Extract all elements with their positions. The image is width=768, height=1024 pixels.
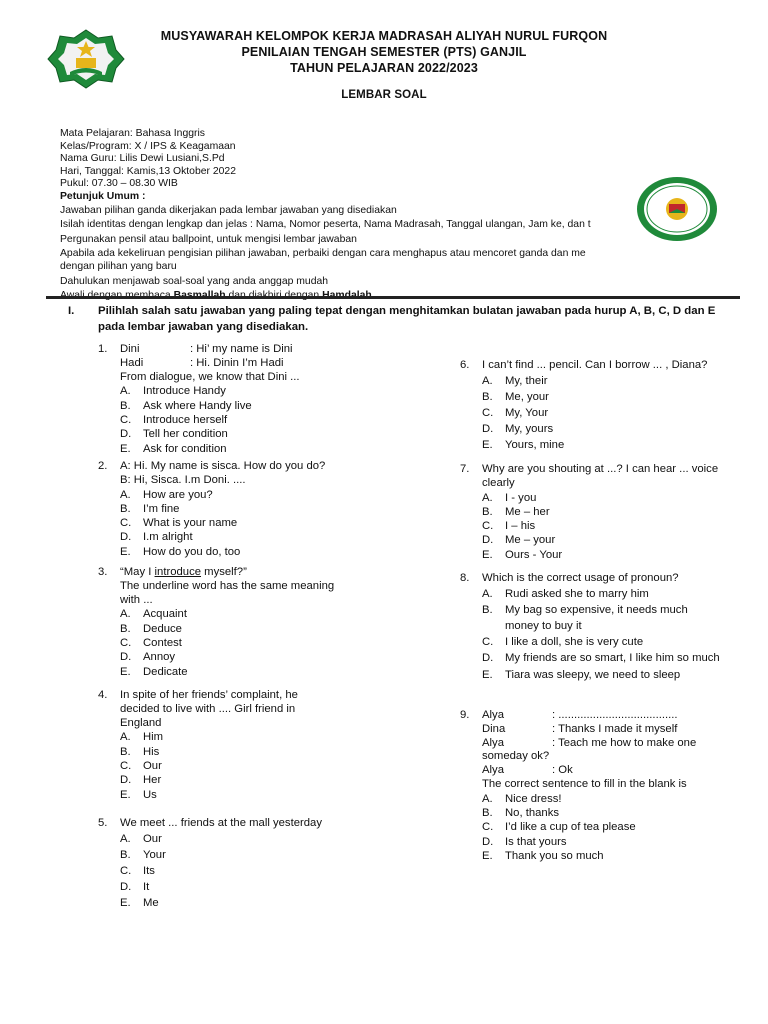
answer-option: C. Introduce herself [120,413,228,426]
question-stem: Why are you shouting at ...? I can hear ... voice clearly [482,463,719,489]
answer-option: D. Me – your [482,534,556,547]
question-number: 6. [460,359,470,371]
question-number: 4. [98,689,108,701]
question-stem: In spite of her friends’ complaint, he decided to live with .... Girl friend in England [120,689,298,729]
answer-option: D. It [120,880,150,893]
dialog-line: Alya : Teach me how to make one [482,736,697,749]
instructions-title: Petunjuk Umum : [60,190,146,202]
answer-option: D. Is that yours [482,835,567,848]
question-stem: The underline word has the same meaning with ... [120,579,335,606]
class-line: Kelas/Program: X / IPS & Keagamaan [60,140,236,152]
answer-option: B. Me – her [482,505,550,518]
answer-option: D. My, yours [482,422,554,435]
answer-option: D. I.m alright [120,531,193,544]
question-number: 9. [460,709,470,721]
section-divider [46,296,740,299]
answer-option: D. Her [120,774,162,787]
answer-option: E. Dedicate [120,665,188,678]
answer-option: E. How do you do, too [120,545,241,558]
answer-option: E. Yours, mine [482,438,565,451]
answer-option: E. Us [120,788,157,801]
answer-option: B. My bag so expensive, it needs much money to buy it [482,604,688,632]
question-stem: B: Hi, Sisca. I.m Doni. .... [120,473,246,486]
question-stem: A: Hi. My name is sisca. How do you do? [120,460,326,472]
question-stem: I can’t find ... pencil. Can I borrow ... , Diana? [482,359,708,371]
answer-option: C. I like a doll, she is very cute [482,636,644,649]
dialog-line: Dina : Thanks I made it myself [482,722,678,735]
answer-option: A. Him [120,731,164,744]
question-stem: Which is the correct usage of pronoun? [482,572,679,584]
question-stem: “May I introduce myself?” [120,566,247,578]
instruction-5: Dahulukan menjawab soal-soal yang anda anggap mudah [60,275,329,287]
answer-option: C. Its [120,864,155,877]
header-line-3: TAHUN PELAJARAN 2022/2023 [290,61,478,75]
answer-option: B. Deduce [120,622,182,635]
answer-option: C. I – his [482,520,536,533]
answer-option: B. Your [120,848,166,861]
answer-option: C. My, Your [482,406,549,419]
header-line-1: MUSYAWARAH KELOMPOK KERJA MADRASAH ALIYAH NURUL FURQON [160,29,608,43]
instruction-4-cont: dengan pilihan yang baru [60,260,177,272]
answer-option: E. Me [120,896,159,909]
answer-option: E. Tiara was sleepy, we need to sleep [482,668,681,681]
time-line: Pukul: 07.30 – 08.30 WIB [60,178,178,190]
question-number: 1. [98,343,108,355]
question-number: 7. [460,463,470,475]
question-stem: We meet ... friends at the mall yesterday [120,817,322,829]
answer-option: A. Rudi asked she to marry him [482,587,649,600]
answer-option: B. Ask where Handy live [120,399,252,412]
section-text: Pilihlah salah satu jawaban yang paling tepat dengan menghitamkan bulatan jawaban pada hurup A, B, C, D dan E pada lembar jawaban yang disediakan. [98,305,716,333]
question-number: 2. [98,460,108,472]
answer-option: A. Introduce Handy [120,385,226,398]
date-line: Hari, Tanggal: Kamis,13 Oktober 2022 [60,165,236,177]
dialog-line: Alya : ...................................... [482,709,678,721]
answer-option: A. I - you [482,491,537,504]
answer-option: B. No, thanks [482,807,560,820]
answer-option: A. Acquaint [120,608,187,621]
underlined-word: introduce [154,566,202,578]
answer-option: A. How are you? [120,488,213,501]
teacher-line: Nama Guru: Lilis Dewi Lusiani,S.Pd [60,153,225,165]
question-number: 8. [460,572,470,584]
answer-option: A. Our [120,832,162,845]
answer-option: B. I’m fine [120,502,180,515]
question-stem: The correct sentence to fill in the blank is [482,777,687,790]
answer-option: A. My, their [482,374,548,387]
answer-option: D. Annoy [120,651,176,664]
answer-option: B. His [120,745,160,758]
instruction-4: Apabila ada kekeliruan pengisian pilihan jawaban, perbaiki dengan cara menghapus atau mencoret ganda dan me [60,248,586,260]
answer-option: D. Tell her condition [120,428,228,441]
answer-option: A. Nice dress! [482,792,562,805]
answer-option: E. Ask for condition [120,442,227,455]
instruction-2: Isilah identitas dengan lengkap dan jelas : Nama, Nomor peserta, Nama Madrasah, Tanggal ulangan, Jam ke, dan t [60,219,591,231]
answer-option: B. Me, your [482,390,549,403]
answer-option: E. Thank you so much [482,849,604,862]
answer-option: C. I’d like a cup of tea please [482,821,636,834]
answer-option: C. Our [120,759,162,772]
document-title: LEMBAR SOAL [341,89,427,101]
answer-option: C. Contest [120,636,182,649]
school-logo [636,176,718,242]
section-number: I. [68,305,75,317]
question-number: 3. [98,566,108,578]
question-stem: From dialogue, we know that Dini ... [120,370,300,383]
dialog-line: Hadi : Hi. Dinin I’m Hadi [120,356,284,369]
question-number: 5. [98,817,108,829]
instruction-3: Pergunakan pensil atau ballpoint, untuk mengisi lembar jawaban [60,233,357,245]
answer-option: D. My friends are so smart, I like him so much [482,652,720,665]
answer-option: C. What is your name [120,517,238,530]
dialog-line: Dini : Hi’ my name is Dini [120,343,293,355]
subject-line: Mata Pelajaran: Bahasa Inggris [60,128,205,139]
dialog-line-cont: someday ok? [482,750,550,763]
header-line-2: PENILAIAN TENGAH SEMESTER (PTS) GANJIL [241,45,527,59]
instruction-1: Jawaban pilihan ganda dikerjakan pada lembar jawaban yang disediakan [60,204,397,216]
dialog-line: Alya : Ok [482,764,573,777]
answer-option: E. Ours - Your [482,548,563,561]
